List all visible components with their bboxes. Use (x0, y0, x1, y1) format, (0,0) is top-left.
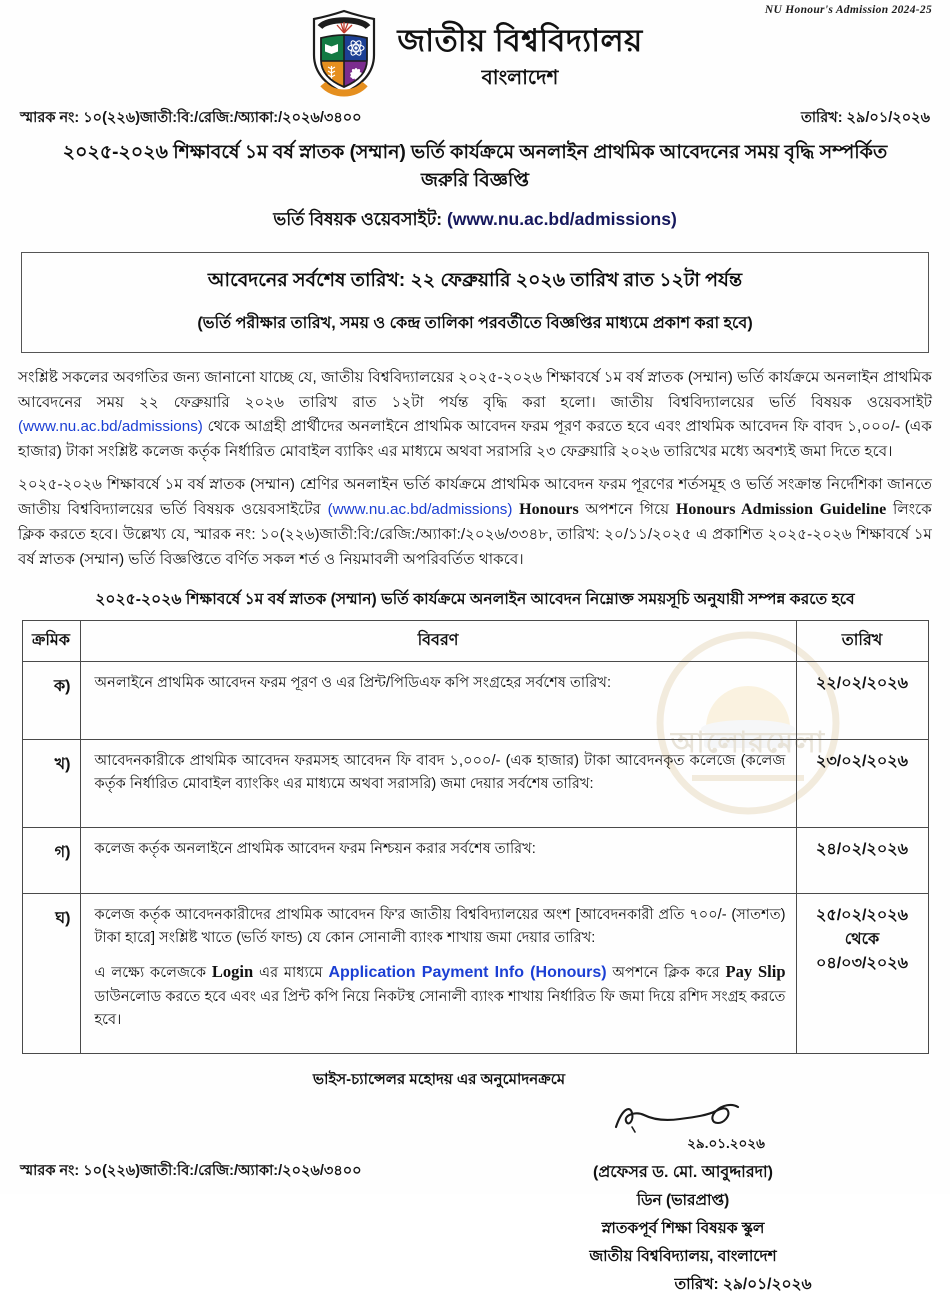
row-description-para-2 (95, 959, 786, 1032)
column-header-date: তারিখ (796, 620, 928, 661)
row-date-from: ২৫/০২/২০২৬ (815, 906, 909, 924)
admission-website-label: ভর্তি বিষয়ক ওয়েবসাইট: (273, 209, 443, 230)
org-title-block (397, 8, 642, 96)
paragraph-2-guideline-link[interactable]: Honours Admission Guideline (675, 501, 887, 519)
signature-date: ২৯.০১.২০২৬ (687, 1135, 765, 1151)
footer-date: তারিখ: ২৯/০১/২০২৬ (674, 1275, 812, 1293)
row-date-separator: থেকে (844, 930, 880, 948)
row-date: ২৪/০২/২০২৬ (796, 827, 928, 893)
row-date: ২৩/০২/২০২৬ (796, 739, 928, 827)
memo-number: স্মারক নং: ১০(২২৬)জাতী:বি:/রেজি:/অ্যাকা:/২০২৬/৩৪০০ (20, 110, 362, 126)
signatory-org: জাতীয় বিশ্ববিদ্যালয়, বাংলাদেশ (589, 1247, 777, 1265)
schedule-heading: ২০২৫-২০২৬ শিক্ষাবর্ষে ১ম বর্ষ স্নাতক (সম্মান) ভর্তি কার্যক্রমে অনলাইন আবেদন নিম্নোক্ত সময়সূচি অনুযায়ী সম্পন্ন করতে হবে (95, 590, 855, 608)
payment-step-text-b: এর মাধ্যমে (259, 965, 323, 982)
signatory-school: স্নাতকপূর্ব শিক্ষা বিষয়ক স্কুল (601, 1219, 765, 1237)
row-date-to: ০৪/০৩/২০২৬ (815, 954, 909, 972)
login-label[interactable]: Login (211, 962, 254, 982)
admission-website-line (0, 195, 950, 236)
schedule-table (22, 620, 929, 1054)
paragraph-2-part-b: অপশনে গিয়ে (585, 501, 670, 519)
paragraph-1-part-b: থেকে আগ্রহী প্রার্থীদের অনলাইনে প্রাথমিক আবেদন ফরম পূরণ করতে হবে এবং প্রাথমিক আবেদন ফি বাবদ ১,০০০/- (এক হাজার) টাকা সংশ্লিষ্ট কলেজ কর্তৃক নির্ধারিত মোবাইল ব্যাকিং এর মাধ্যমে অথবা সরাসরি ২৩ ফেব্রুয়ারি ২০২৬ তারিখের মধ্যে অবশ্যই জমা দিতে হবে। (18, 418, 932, 461)
row-description: কলেজ কর্তৃক অনলাইনে প্রাথমিক আবেদন ফরম নিশ্চয়ন করার সর্বশেষ তারিখ: (80, 827, 796, 893)
deadline-callout-box (21, 252, 929, 353)
body-paragraph-1 (18, 353, 932, 465)
table-row (22, 827, 928, 893)
row-serial: ক) (22, 661, 80, 739)
nu-shield-logo-icon (307, 8, 381, 101)
paragraph-1-part-a: সংশ্লিষ্ট সকলের অবগতির জন্য জানানো যাচ্ছে যে, জাতীয় বিশ্ববিদ্যালয়ের ২০২৫-২০২৬ শিক্ষাবর্ষে ১ম বর্ষ স্নাতক (সম্মান) ভর্তি কার্যক্রমে অনলাইন প্রাথমিক আবেদনের সময় ২২ ফেব্রুয়ারি ২০২৬ তারিখ রাত ১২টা পর্যন্ত বৃদ্ধি করা হলো। জাতীয় বিশ্ববিদ্যালয়ের ভর্তি বিষয়ক ওয়েবসাইট (18, 369, 932, 411)
paragraph-1-url[interactable]: (www.nu.ac.bd/admissions) (18, 418, 203, 436)
payment-step-text-a: এ লক্ষ্যে কলেজকে (94, 965, 207, 982)
row-date (796, 893, 928, 1053)
table-row (22, 739, 928, 827)
running-head: NU Honour's Admission 2024-25 (764, 4, 932, 16)
signatory-role: ডিন (ভারপ্রাপ্ত) (636, 1191, 730, 1209)
paragraph-2-url[interactable]: (www.nu.ac.bd/admissions) (327, 501, 513, 519)
row-description: আবেদনকারীকে প্রাথমিক আবেদন ফরমসহ আবেদন ফি বাবদ ১,০০০/- (এক হাজার) টাকা আবেদনকৃত কলেজে (কলেজ কর্তৃক নির্ধারিত মোবাইল ব্যাংকিং এর মাধ্যমে অথবা সরাসরি) জমা দেয়ার সর্বশেষ তারিখ: (80, 739, 796, 827)
table-header-row (22, 620, 928, 661)
paragraph-2-part-a: ২০২৫-২০২৬ শিক্ষাবর্ষে ১ম বর্ষ স্নাতক (সম্মান) শ্রেণির অনলাইন ভর্তি কার্যক্রমে প্রাথমিক আবেদন ফরম পূরণের শর্তসমূহ ও ভর্তি সংক্রান্ত নির্দেশিকা জানতে জাতীয় বিশ্ববিদ্যালয়ের ভর্তি বিষয়ক ওয়েবসাইটের (18, 475, 932, 519)
payment-step-text-c: অপশনে ক্লিক করে (612, 965, 720, 982)
row-serial: গ) (22, 827, 80, 893)
page-title-line2: জরুরি বিজ্ঞপ্তি (421, 170, 529, 192)
org-name: জাতীয় বিশ্ববিদ্যালয় (397, 23, 643, 58)
watermark-text: আলোরমেলা (670, 727, 826, 759)
signatory-name: (প্রফেসর ড. মো. আবুদ্দারদা) (592, 1163, 773, 1181)
row-serial: ঘ) (22, 893, 80, 1053)
payment-step-text-d: ডাউনলোড করতে হবে এবং এর প্রিন্ট কপি নিয়ে নিকটস্থ সোনালী ব্যাংক শাখায় নির্ধারিত ফি জমা দিয়ে রশিদ সংগ্রহ করতে হবে। (94, 988, 786, 1029)
table-row (22, 893, 928, 1053)
footer-memo-number: স্মারক নং: ১০(২২৬)জাতী:বি:/রেজি:/অ্যাকা:/২০২৬/৩৪০০ (20, 1163, 362, 1179)
page-title (0, 131, 950, 195)
row-description: অনলাইনে প্রাথমিক আবেদন ফরম পূরণ ও এর প্রিন্ট/পিডিএফ কপি সংগ্রহের সর্বশেষ তারিখ: (80, 661, 796, 739)
memo-row (0, 101, 950, 131)
org-country: বাংলাদেশ (481, 66, 559, 89)
paragraph-2-part-c: লিংকে ক্লিক করতে হবে। উল্লেখ্য যে, স্মারক নং: ১০(২২৬)জাতী:বি:/রেজি:/অ্যাকা:/২০২৬/৩৩৪৮, তারিখ: ২০/১১/২০২৫ এ প্রকাশিত ২০২৫-২০২৬ শিক্ষাবর্ষে ১ম বর্ষ স্নাতক (সম্মান) ভর্তি বিজ্ঞপ্তিতে বর্ণিত সকল শর্ত ও নিয়মাবলী অপরিবর্তিত থাকবে। (18, 501, 932, 568)
memo-date: তারিখ: ২৯/০১/২০২৬ (800, 110, 930, 126)
approval-note: ভাইস-চ্যান্সেলর মহোদয় এর অনুমোদনক্রমে (312, 1070, 566, 1088)
paragraph-2-honours-option: Honours (519, 501, 579, 519)
application-payment-info-link[interactable]: Application Payment Info (Honours) (328, 964, 607, 982)
page-title-line1: ২০২৫-২০২৬ শিক্ষাবর্ষে ১ম বর্ষ স্নাতক (সম্মান) ভর্তি কার্যক্রমে অনলাইন প্রাথমিক আবেদনের সময় বৃদ্ধি সম্পর্কিত (62, 142, 888, 163)
body-paragraph-2 (18, 465, 932, 573)
admission-website-url[interactable]: (www.nu.ac.bd/admissions) (446, 209, 677, 230)
table-row (22, 661, 928, 739)
row-serial: খ) (22, 739, 80, 827)
column-header-serial: ক্রমিক (22, 620, 80, 661)
signature-column (468, 1097, 898, 1298)
row-description-para-1: কলেজ কর্তৃক আবেদনকারীদের প্রাথমিক আবেদন ফি'র জাতীয় বিশ্ববিদ্যালয়ের অংশ [আবেদনকারী প্রতি ৭০০/- (সাতশত) টাকা হারে] সংশ্লিষ্ট খাতে (ভর্তি ফান্ড) যে কোন সোনালী ব্যাংক শাখায় জমা দেয়ার তারিখ: (94, 906, 786, 946)
column-header-description: বিবরণ (80, 620, 796, 661)
handwritten-signature (588, 1097, 778, 1137)
pay-slip-label[interactable]: Pay Slip (725, 962, 786, 982)
deadline-sub-text: (ভর্তি পরীক্ষার তারিখ, সময় ও কেন্দ্র তালিকা পরবর্তীতে বিজ্ঞপ্তির মাধ্যমে প্রকাশ করা হবে) (197, 315, 753, 333)
row-description (80, 893, 796, 1053)
deadline-main-text: আবেদনের সর্বশেষ তারিখ: ২২ ফেব্রুয়ারি ২০২৬ তারিখ রাত ১২টা পর্যন্ত (207, 270, 743, 292)
row-date: ২২/০২/২০২৬ (796, 661, 928, 739)
